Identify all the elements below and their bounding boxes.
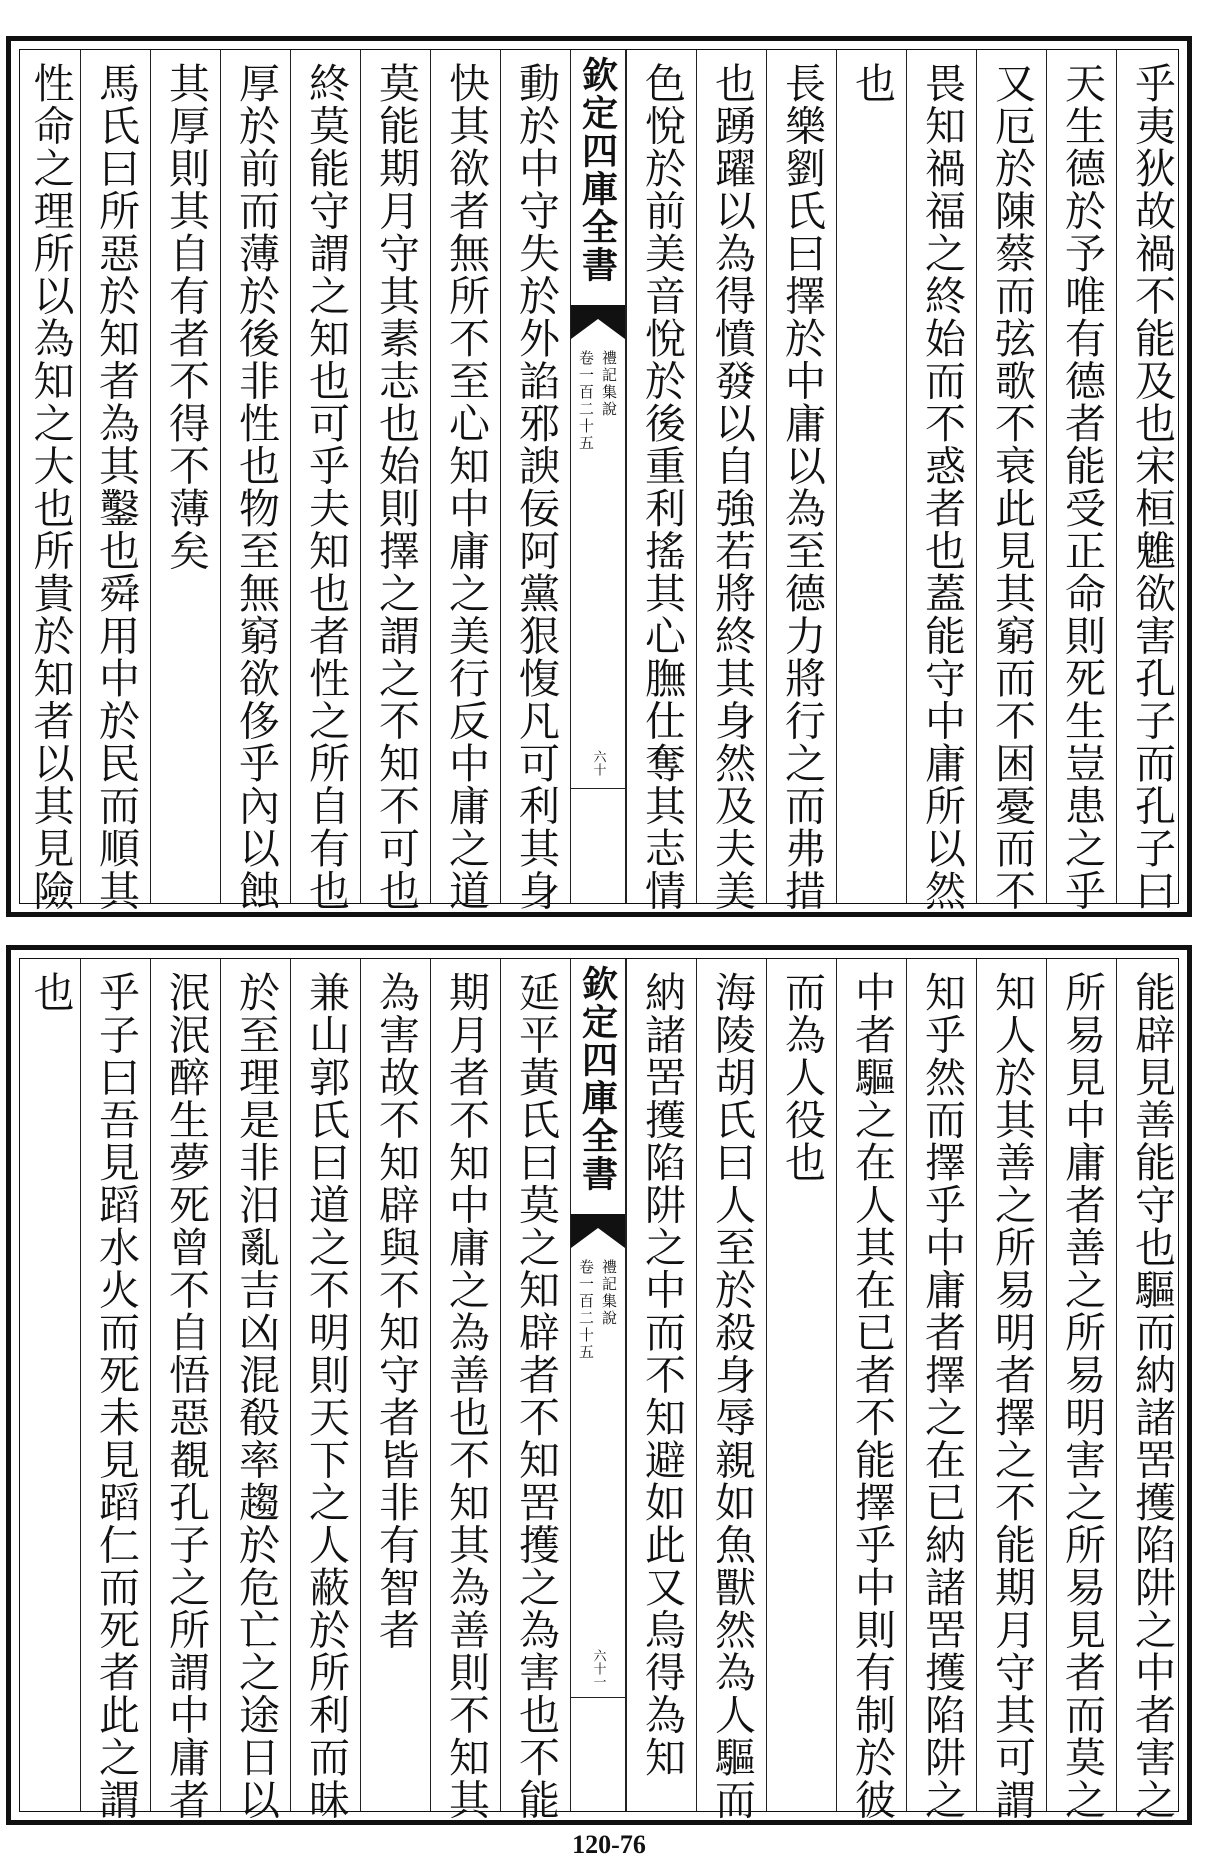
bottom-page-frame	[6, 945, 1192, 1825]
center-fold-column	[570, 50, 626, 903]
text-column	[20, 50, 80, 912]
page-number: 120-76	[572, 1830, 646, 1859]
text-column	[836, 50, 906, 903]
column-text: 中者驅之在人其在已者不能擇乎中則有制於彼	[848, 971, 896, 1821]
book-title: 欽定四庫全書	[576, 965, 619, 1193]
column-text: 莫能期月守其素志也始則擇之謂之不知不可也	[372, 62, 420, 912]
text-column	[150, 50, 220, 903]
text-column	[696, 959, 766, 1821]
column-text: 天生德於予唯有德者能受正命則死生豈患之乎	[1058, 62, 1106, 912]
center-fold-column	[570, 959, 626, 1811]
text-column	[360, 959, 430, 1811]
text-column	[976, 50, 1046, 912]
column-text: 乎夷狄故禍不能及也宋桓魋欲害孔子而孔子曰	[1128, 62, 1176, 912]
column-text: 於至理是非汨亂吉凶混殽率趨於危亡之途日以	[232, 971, 280, 1821]
text-column	[430, 50, 500, 912]
column-text: 其厚則其自有者不得不薄矣	[162, 62, 210, 572]
text-column	[626, 50, 696, 912]
text-column	[20, 959, 80, 1811]
text-column	[976, 959, 1046, 1821]
column-text: 延平黃氏曰莫之知辟者不知罟擭之為害也不能	[512, 971, 560, 1821]
column-text: 色悅於前美音悅於後重利搖其心膴仕奪其志情	[638, 62, 686, 912]
text-column	[360, 50, 430, 912]
folio-rule	[571, 1697, 625, 1698]
column-text: 能辟見善能守也驅而納諸罟擭陷阱之中者害之	[1128, 971, 1176, 1821]
text-column	[150, 959, 220, 1821]
column-text: 終莫能守謂之知也可乎夫知也者性之所自有也	[302, 62, 350, 912]
column-text: 動於中守失於外諂邪諛佞阿黨狠愎凡可利其身	[512, 62, 560, 912]
text-column	[1116, 959, 1186, 1821]
book-title: 欽定四庫全書	[576, 56, 619, 284]
text-column	[626, 959, 696, 1811]
text-column	[220, 959, 290, 1821]
text-column	[500, 959, 570, 1821]
chapter-reference	[576, 1259, 620, 1361]
ref-volume: 卷一百二十五	[577, 350, 595, 452]
column-text: 知乎然而擇乎中庸者擇之在已納諸罟擭陷阱之	[918, 971, 966, 1821]
text-column	[1046, 50, 1116, 912]
text-column	[696, 50, 766, 912]
column-text: 納諸罟擭陷阱之中而不知避如此又烏得為知	[638, 971, 686, 1779]
text-column	[836, 959, 906, 1821]
column-text: 長樂劉氏曰擇於中庸以為至德力將行之而弗措	[778, 62, 826, 912]
column-text: 也	[26, 971, 75, 1014]
folio-number: 六十一	[590, 1649, 606, 1688]
column-text: 泯泯醉生夢死曾不自悟惡覩孔子之所謂中庸者	[162, 971, 210, 1821]
column-text: 又厄於陳蔡而弦歌不衰此見其窮而不困憂而不	[988, 62, 1036, 912]
bottom-page-inner-frame	[19, 958, 1179, 1821]
folio-number: 六十	[590, 750, 606, 776]
fishtail-mark-icon	[571, 305, 625, 339]
folio-rule	[571, 788, 625, 789]
text-column	[906, 50, 976, 912]
text-column	[766, 959, 836, 1811]
text-column	[1046, 959, 1116, 1821]
text-column	[1116, 50, 1186, 912]
column-text: 期月者不知中庸之為善也不知其為善則不知其	[442, 971, 490, 1821]
column-text: 也	[848, 62, 896, 105]
text-column	[290, 50, 360, 912]
text-column	[220, 50, 290, 912]
fishtail-mark-icon	[571, 1214, 625, 1248]
column-text: 而為人役也	[778, 971, 826, 1184]
column-text: 快其欲者無所不至心知中庸之美行反中庸之道	[442, 62, 490, 912]
column-text: 兼山郭氏曰道之不明則天下之人蔽於所利而昧	[302, 971, 350, 1821]
column-text: 性命之理所以為知之大也所貴於知者以其見險	[26, 62, 75, 912]
text-column	[80, 959, 150, 1821]
column-text: 知人於其善之所易明者擇之不能期月守其可謂	[988, 971, 1036, 1821]
column-text: 為害故不知辟與不知守者皆非有智者	[372, 971, 420, 1651]
text-column	[290, 959, 360, 1821]
column-text: 海陵胡氏曰人至於殺身辱親如魚獸然為人驅而	[708, 971, 756, 1821]
ref-volume: 卷一百二十五	[577, 1259, 595, 1361]
column-text: 畏知禍福之終始而不惑者也蓋能守中庸所以然	[918, 62, 966, 912]
column-text: 也踴躍以為得憤發以自強若將終其身然及夫美	[708, 62, 756, 912]
column-text: 乎子曰吾見蹈水火而死未見蹈仁而死者此之謂	[92, 971, 140, 1821]
text-column	[430, 959, 500, 1821]
text-column	[500, 50, 570, 912]
text-column	[906, 959, 976, 1821]
chapter-reference	[576, 350, 620, 452]
ref-title: 禮記集說	[600, 1259, 618, 1327]
column-text: 馬氏曰所惡於知者為其鑿也舜用中於民而順其	[92, 62, 140, 912]
top-page-inner-frame	[19, 49, 1179, 912]
ref-title: 禮記集說	[600, 350, 618, 418]
column-text: 厚於前而薄於後非性也物至無窮欲侈乎內以蝕	[232, 62, 280, 912]
text-column	[766, 50, 836, 912]
top-page-frame	[6, 36, 1192, 917]
text-column	[80, 50, 150, 912]
column-text: 所易見中庸者善之所易明害之所易見者而莫之	[1058, 971, 1106, 1821]
